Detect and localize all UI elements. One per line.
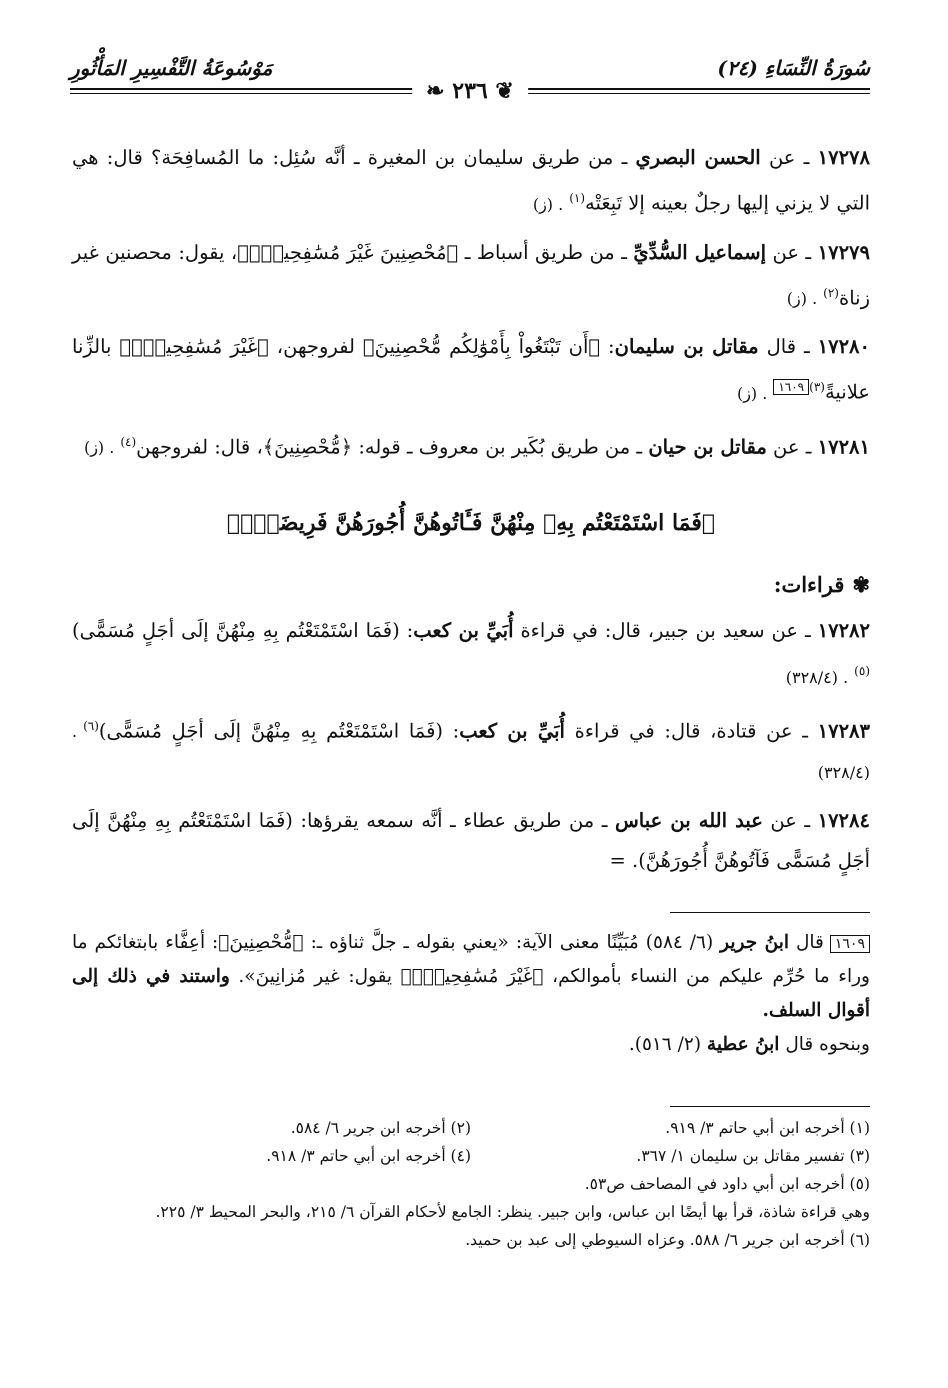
reading-entry: ١٧٢٨٢ ـ عن سعيد بن جبير، قال: في قراءة أُبَيِّ بن كعب: (فَمَا اسْتَمْتَعْتُم بِهِ مِنْهُنَّ إلَى أجَلٍ مُسَمًّى)$^{(٥)}$. (٣٢٨/٤) (72, 619, 871, 687)
ornament-icon: ❦ (487, 78, 514, 104)
narration-number: ١٧٢٧٨ (817, 146, 870, 169)
narration-entry: ١٧٢٨٠ ـ قال مقاتل بن سليمان: ﴿أَن تَبْتَغُواْ بِأَمْوَٰلِكُم مُّحْصِنِينَ﴾ لفروجهن، ﴿غَيْرَ مُسَٰفِحِينَۚ﴾ بالزِّنا علانيةً$^{(٣)}$١٦٠٩. (ز) (72, 335, 870, 404)
commentary-separator (670, 912, 870, 913)
footnotes (72, 1114, 870, 1254)
narration-entry: ١٧٢٨١ ـ عن مقاتل بن حيان ـ من طريق بُكَير بن معروف ـ قوله: ﴿مُّحْصِنِينَ﴾، قال: لفروجهن$^{(٤)}$. (ز) (83, 434, 870, 458)
footnote-marker: (٥) (854, 664, 870, 678)
footnote-marker: (٦) (83, 718, 99, 733)
reading-entry: ١٧٢٨٣ ـ عن قتادة، قال: في قراءة أُبَيِّ بن كعب: (فَمَا اسْتَمْتَعْتُم بِهِ مِنْهُنَّ إلَى أجَلٍ مُسَمًّى)$^{(٦)}$. (٣٢٨/٤) (72, 718, 870, 782)
narrator-name: أُبَيِّ بن كعب (413, 619, 514, 642)
footnote-continuation: وهي قراءة شاذة، قرأ بها أيضًا ابن عباس، وابن جبير. ينظر: الجامع لأحكام القرآن ٦/ ٢١٥، والبحر المحيط ٣/ ٢٢٥. (155, 1203, 870, 1221)
narrator-name: مقاتل بن سليمان (614, 335, 759, 358)
footnotes-separator (670, 1106, 870, 1107)
commentary-number: ١٦٠٩ (830, 935, 870, 953)
narration-number: ١٧٢٨١ (817, 435, 870, 458)
surah-title: سُورَةُ النِّسَاءِ (٢٤) (717, 56, 870, 80)
footnote: (٢) أخرجه ابن جرير ٦/ ٥٨٤. (290, 1119, 471, 1137)
footnote: (٦) أخرجه ابن جرير ٦/ ٥٨٨. وعزاه السيوطي إلى عبد بن حميد. (465, 1231, 870, 1249)
narration-number: ١٧٢٨٤ (817, 809, 870, 832)
narration-number: ١٧٢٨٢ (817, 619, 871, 642)
narrator-name: إسماعيل السُّدِّيِّ (633, 240, 766, 264)
commentary-note: ١٦٠٩قال ابنُ جرير (٦/ ٥٨٤) مُبَيِّنًا معنى الآية: «يعني بقوله ـ جلَّ ثناؤه ـ: ﴿مُّحْصِنِينَ﴾: أعِفَّاء بابتغائكم ما وراء ما حُرِّم عليكم من النساء بأموالكم، ﴿غَيْرَ مُسَٰفِحِينَۚ﴾ يقول: غير مُزانِينَ». واستند في ذلك إلى أقوال السلف. وبنحوه قال ابنُ عطية (٢/ ٥١٦). (72, 932, 870, 1055)
footnote-marker: (٢) (823, 285, 839, 300)
quran-verse: ﴿فَمَا اسْتَمْتَعْتُم بِهِۦ مِنْهُنَّ فَـَٔاتُوهُنَّ أُجُورَهُنَّ فَرِيضَةًۚ﴾ (226, 510, 716, 536)
section-heading: ✾قراءات: (773, 572, 870, 597)
commentary-note-marker: ١٦٠٩ (773, 379, 809, 395)
reading-entry: ١٧٢٨٤ ـ عن عبد الله بن عباس ـ من طريق عطاء ـ أنَّه سمعه يقرؤها: (فَمَا اسْتَمْتَعْتُم بِهِ مِنْهُنَّ إلَى أجَلٍ مُسَمًّى فَآتُوهُنَّ أُجُورَهُنَّ). = (72, 809, 870, 872)
footnote: (١) أخرجه ابن أبي حاتم ٣/ ٩١٩. (665, 1119, 870, 1137)
narration-number: ١٧٢٨٣ (817, 719, 870, 742)
flower-ornament-icon: ✾ (852, 572, 870, 597)
narration-number: ١٧٢٧٩ (817, 240, 870, 264)
narrator-name: الحسن البصري (635, 146, 761, 169)
main-text (72, 138, 870, 889)
page-number: ❦ ٢٣٦ ❧ (412, 78, 528, 104)
narration-entry: ١٧٢٧٩ ـ عن إسماعيل السُّدِّيِّ ـ من طريق أسباط ـ ﴿مُحْصِنِينَ غَيْرَ مُسَٰفِحِينَۚ﴾، يقول: محصنين غير زناة$^{(٢)}$. (ز) (72, 240, 870, 309)
footnote-marker: (١) (569, 191, 586, 205)
commentary-author: ابنُ جرير (720, 932, 790, 953)
narration-entry: ١٧٢٧٨ ـ عن الحسن البصري ـ من طريق سليمان بن المغيرة ـ أنَّه سُئِل: ما المُسافِحَة؟ قال: هي التي لا يزني إليها رجلٌ بعينه إلا تَبِعَتْه$^{(١)}$. (ز) (72, 146, 870, 215)
narrator-name: مقاتل بن حيان (648, 435, 767, 458)
footnote: (٥) أخرجه ابن أبي داود في المصاحف ص٥٣. (584, 1175, 870, 1193)
footnote: (٣) تفسير مقاتل بن سليمان ١/ ٣٦٧. (636, 1147, 870, 1165)
ornament-icon: ❧ (426, 78, 453, 104)
footnote-marker: (٣) (809, 380, 825, 394)
running-header (70, 52, 870, 104)
narrator-name: أُبَيِّ بن كعب (459, 719, 565, 742)
book-title: مَوْسُوعَةُ التَّفْسِيرِ المَأْثُورِ (70, 56, 273, 80)
footnote: (٤) أخرجه ابن أبي حاتم ٣/ ٩١٨. (266, 1147, 471, 1165)
footnote-row (72, 1142, 870, 1170)
narration-number: ١٧٢٨٠ (817, 335, 870, 358)
footnote-row (72, 1114, 870, 1142)
footnote-marker: (٤) (120, 434, 137, 449)
narrator-name: عبد الله بن عباس (615, 809, 763, 832)
